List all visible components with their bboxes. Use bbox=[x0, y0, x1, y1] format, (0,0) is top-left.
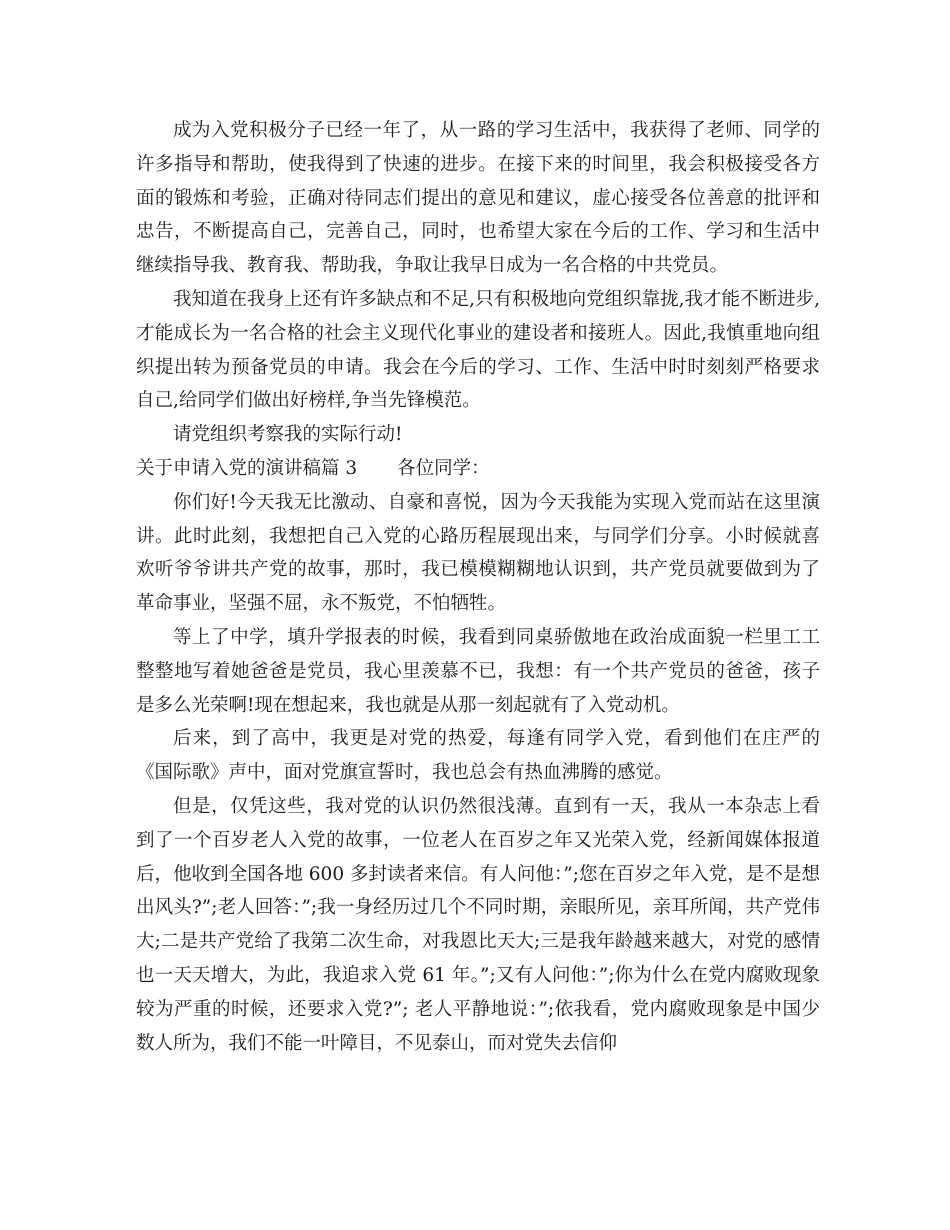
salutation: 各位同学： bbox=[397, 457, 490, 479]
document-body bbox=[136, 114, 820, 1060]
paragraph-5: 等上了中学，填升学报表的时候，我看到同桌骄傲地在政治成面貌一栏里工工整整地写着她爸爸是党员，我心里羡慕不已，我想：有一个共产党员的爸爸，孩子是多么光荣啊!现在想起来，我也就是从那一刻起就有了入党动机。 bbox=[136, 626, 820, 716]
paragraph-6: 后来，到了高中，我更是对党的热爱，每逢有同学入党，看到他们在庄严的《国际歌》声中，面对党旗宣誓时，我也总会有热血沸腾的感觉。 bbox=[136, 728, 820, 784]
paragraph-7: 但是，仅凭这些，我对党的认识仍然很浅薄。直到有一天，我从一本杂志上看到了一个百岁老人入党的故事，一位老人在百岁之年又光荣入党，经新闻媒体报道后，他收到全国各地 600 多封读者来信。有人问他：”;您在百岁之年入党，是不是想出风头?”;老人回答：”;我一身经历过几个不同时期，亲眼所见，亲耳所闻，共产党伟大;二是共产党给了我第二次生命，对我恩比天大;三是我年龄越来越大，对党的感情也一天天增大，为此，我追求入党 61 年。”;又有人问他：”;你为什么在党内腐败现象较为严重的时候，还要求入党?”; 老人平静地说：”;依我看，党内腐败现象是中国少数人所为，我们不能一叶障目，不见泰山，而对党失去信仰 bbox=[136, 795, 820, 1054]
paragraph-4: 你们好!今天我无比激动、自豪和喜悦，因为今天我能为实现入党而站在这里演讲。此时此刻，我想把自己入党的心路历程展现出来，与同学们分享。小时候就喜欢听爷爷讲共产党的故事，那时，我已模模糊糊地认识到，共产党员就要做到为了革命事业，坚强不屈，永不叛党，不怕牺牲。 bbox=[136, 491, 820, 615]
paragraph-1: 成为入党积极分子已经一年了，从一路的学习生活中，我获得了老师、同学的许多指导和帮助，使我得到了快速的进步。在接下来的时间里，我会积极接受各方面的锻炼和考验，正确对待同志们提出的意见和建议，虚心接受各位善意的批评和忠告，不断提高自己，完善自己，同时，也希望大家在今后的工作、学习和生活中继续指导我、教育我、帮助我，争取让我早日成为一名合格的中共党员。 bbox=[136, 120, 820, 277]
section-title: 关于申请入党的演讲稿篇 3 bbox=[136, 457, 358, 479]
paragraph-3: 请党组织考察我的实际行动! bbox=[173, 424, 403, 446]
paragraph-2: 我知道在我身上还有许多缺点和不足,只有积极地向党组织靠拢,我才能不断进步,才能成长为一名合格的社会主义现代化事业的建设者和接班人。因此,我慎重地向组织提出转为预备党员的申请。我会在今后的学习、工作、生活中时时刻刻严格要求自己,给同学们做出好榜样,争当先锋模范。 bbox=[136, 288, 820, 412]
section-heading-line bbox=[136, 452, 820, 486]
